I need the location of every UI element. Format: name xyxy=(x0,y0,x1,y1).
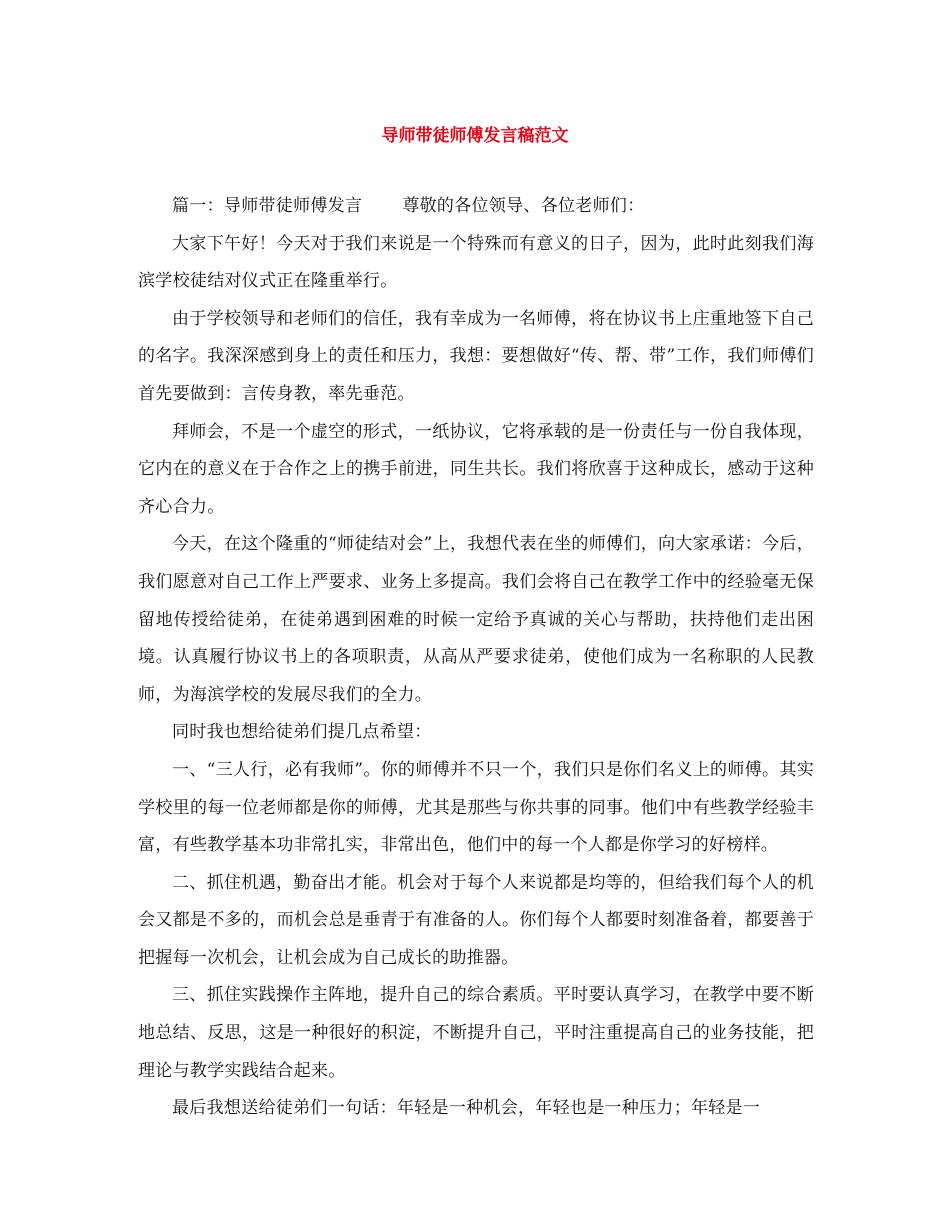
paragraph: 三、抓住实践操作主阵地，提升自己的综合素质。平时要认真学习，在教学中要不断地总结、反思，这是一种很好的积淀，不断提升自己，平时注重提高自己的业务技能，把理论与教学实践结合起来。 xyxy=(138,985,814,1081)
paragraph: 二、抓住机遇，勤奋出才能。机会对于每个人来说都是均等的，但给我们每个人的机会又都是不多的，而机会总是垂青于有准备的人。你们每个人都要时刻准备着，都要善于把握每一次机会，让机会成为自己成长的助推器。 xyxy=(138,872,814,968)
paragraph: 拜师会，不是一个虚空的形式，一纸协议，它将承载的是一份责任与一份自我体现，它内在的意义在于合作之上的携手前进，同生共长。我们将欣喜于这种成长，感动于这种齐心合力。 xyxy=(138,421,814,517)
paragraph: 由于学校领导和老师们的信任，我有幸成为一名师傅，将在协议书上庄重地签下自己的名字。我深深感到身上的责任和压力，我想：要想做好“传、帮、带”工作，我们师傅们首先要做到：言传身教，率先垂范。 xyxy=(138,308,814,404)
page-title: 导师带徒师傅发言稿范文 xyxy=(381,126,569,146)
salutation: 尊敬的各位领导、各位老师们： xyxy=(402,196,645,216)
paragraph: 一、“三人行，必有我师”。你的师傅并不只一个，我们只是你们名义上的师傅。其实学校里的每一位老师都是你的师傅，尤其是那些与你共事的同事。他们中有些教学经验丰富，有些教学基本功非常扎实，非常出色，他们中的每一个人都是你学习的好榜样。 xyxy=(138,759,814,856)
intro-line xyxy=(138,188,814,226)
paragraph: 同时我也想给徒弟们提几点希望： xyxy=(172,722,432,743)
paragraph: 今天，在这个隆重的“师徒结对会”上，我想代表在坐的师傅们，向大家承诺：今后，我们愿意对自己工作上严要求、业务上多提高。我们会将自己在教学工作中的经验毫无保留地传授给徒弟，在徒弟遇到困难的时候一定给予真诚的关心与帮助，扶持他们走出困境。认真履行协议书上的各项职责，从高从严要求徒弟，使他们成为一名称职的人民教师，为海滨学校的发展尽我们的全力。 xyxy=(138,534,814,705)
intro-heading: 篇一：导师带徒师傅发言 xyxy=(172,196,363,216)
paragraph: 最后我想送给徒弟们一句话：年轻是一种机会，年轻也是一种压力；年轻是一 xyxy=(172,1098,761,1119)
paragraph: 大家下午好！今天对于我们来说是一个特殊而有意义的日子，因为，此时此刻我们海滨学校徒结对仪式正在隆重举行。 xyxy=(138,233,814,292)
document-body xyxy=(138,188,814,1128)
